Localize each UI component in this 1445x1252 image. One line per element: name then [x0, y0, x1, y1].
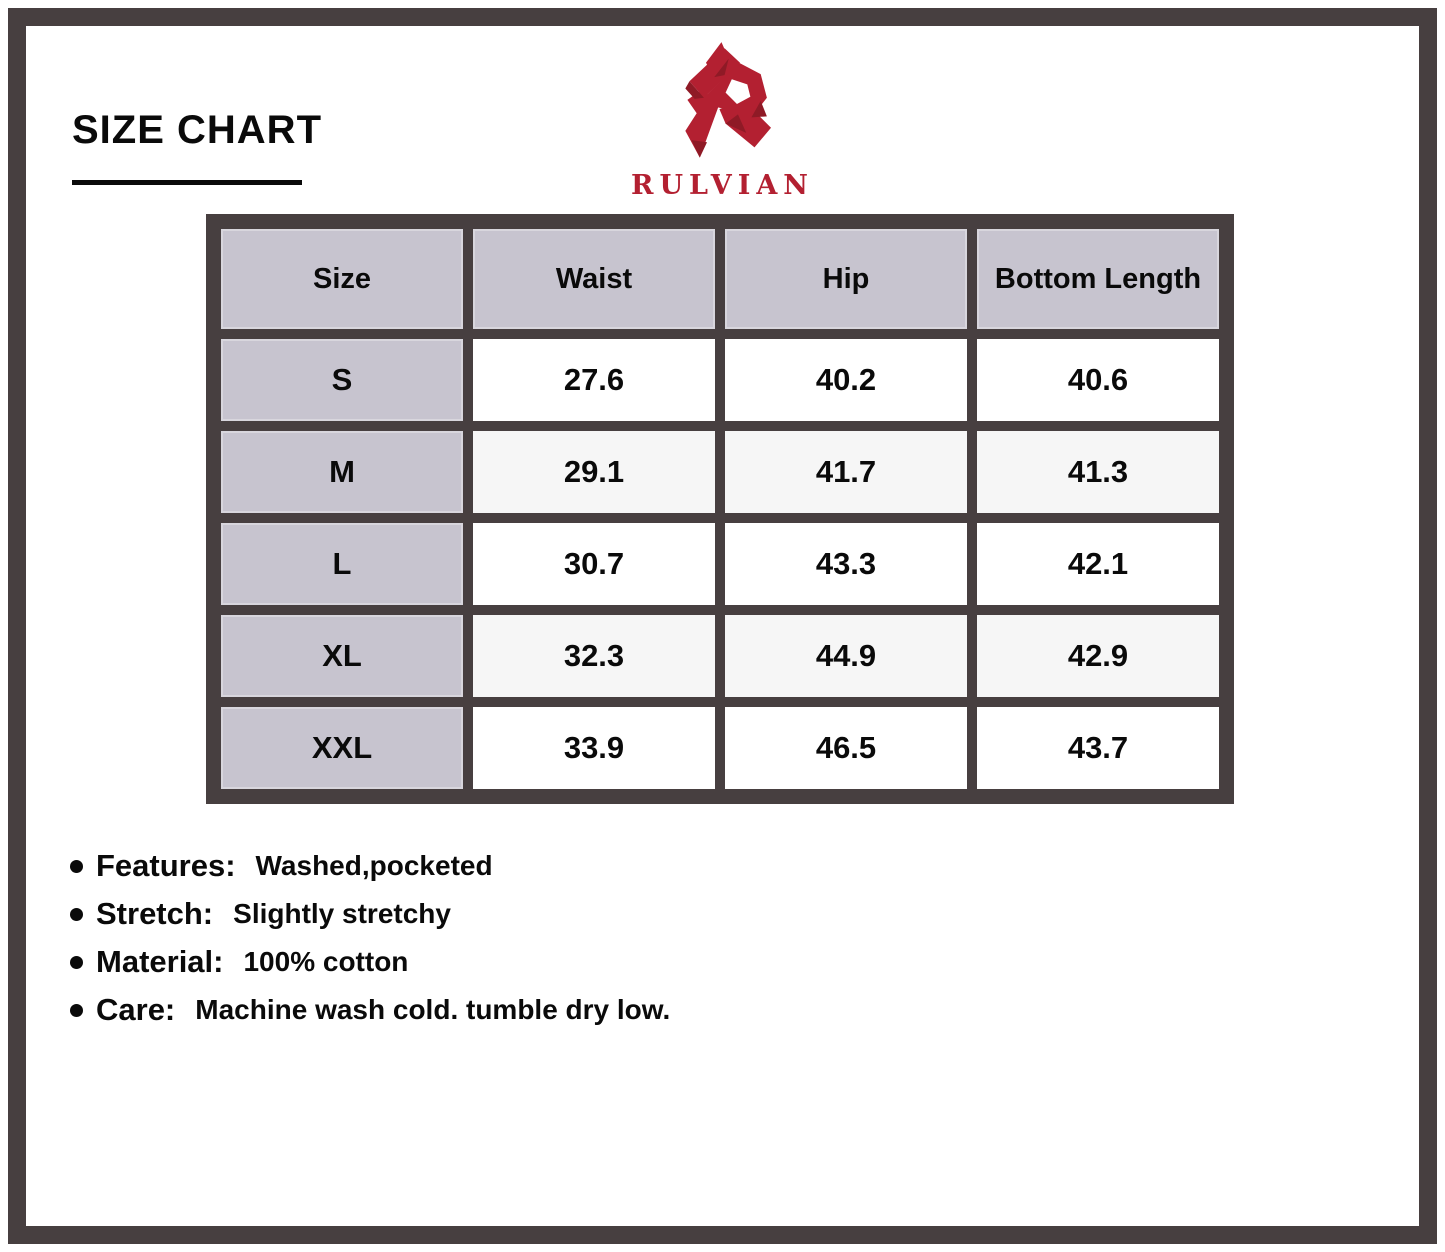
- measurement-value: 27.6: [473, 339, 715, 421]
- detail-value: Machine wash cold. tumble dry low.: [195, 994, 671, 1025]
- bullet-dot-icon: [70, 908, 83, 921]
- measurement-value: 40.6: [977, 339, 1219, 421]
- column-header-waist: Waist: [473, 229, 715, 329]
- bullet-dot-icon: [70, 956, 83, 969]
- detail-item-material: [70, 938, 670, 986]
- brand-wordmark: RULVIAN: [631, 170, 814, 201]
- measurement-value: 43.7: [977, 707, 1219, 789]
- details-list: [70, 842, 670, 1034]
- size-table-header-row: [221, 229, 1219, 329]
- title-underline: [72, 180, 302, 185]
- brand-r-monogram-icon: [660, 40, 785, 168]
- table-row-l: [221, 523, 1219, 605]
- measurement-value: 30.7: [473, 523, 715, 605]
- bullet-dot-icon: [70, 1004, 83, 1017]
- detail-item-stretch: [70, 890, 670, 938]
- brand-logo: [610, 40, 835, 201]
- table-row-xl: [221, 615, 1219, 697]
- size-label-xxl: XXL: [221, 707, 463, 789]
- column-header-size: Size: [221, 229, 463, 329]
- detail-label: Material:: [96, 944, 224, 979]
- measurement-value: 40.2: [725, 339, 967, 421]
- table-row-xxl: [221, 707, 1219, 789]
- detail-item-features: [70, 842, 670, 890]
- size-table: [206, 214, 1234, 804]
- measurement-value: 29.1: [473, 431, 715, 513]
- detail-label: Features:: [96, 848, 236, 883]
- detail-label: Stretch:: [96, 896, 214, 931]
- detail-label: Care:: [96, 992, 176, 1027]
- column-header-bottom-length: Bottom Length: [977, 229, 1219, 329]
- column-header-hip: Hip: [725, 229, 967, 329]
- measurement-value: 32.3: [473, 615, 715, 697]
- size-label-m: M: [221, 431, 463, 513]
- size-label-xl: XL: [221, 615, 463, 697]
- table-row-s: [221, 339, 1219, 421]
- measurement-value: 43.3: [725, 523, 967, 605]
- size-label-l: L: [221, 523, 463, 605]
- detail-value: Slightly stretchy: [233, 898, 451, 929]
- detail-item-care: [70, 986, 670, 1034]
- measurement-value: 44.9: [725, 615, 967, 697]
- detail-value: 100% cotton: [243, 946, 409, 977]
- table-row-m: [221, 431, 1219, 513]
- measurement-value: 41.7: [725, 431, 967, 513]
- measurement-value: 33.9: [473, 707, 715, 789]
- size-table-body: [221, 339, 1219, 789]
- bullet-dot-icon: [70, 860, 83, 873]
- measurement-value: 42.1: [977, 523, 1219, 605]
- page-title: SIZE CHART: [72, 108, 322, 152]
- measurement-value: 41.3: [977, 431, 1219, 513]
- measurement-value: 46.5: [725, 707, 967, 789]
- size-table-header: [221, 229, 1219, 329]
- size-label-s: S: [221, 339, 463, 421]
- measurement-value: 42.9: [977, 615, 1219, 697]
- detail-value: Washed,pocketed: [255, 850, 493, 881]
